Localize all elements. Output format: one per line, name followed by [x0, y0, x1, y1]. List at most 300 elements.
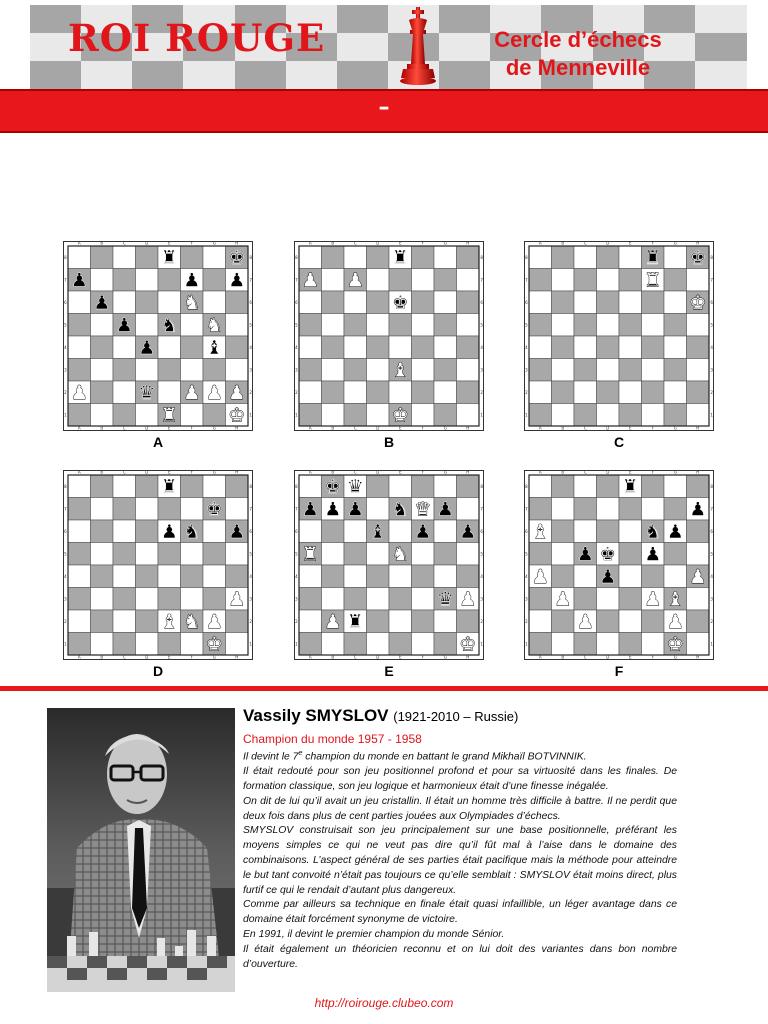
- board-square: [529, 588, 552, 611]
- board-square: [344, 520, 367, 543]
- board-square: [181, 565, 204, 588]
- board-square: [367, 336, 390, 359]
- rank-label: 5: [249, 322, 252, 328]
- file-label: A: [538, 470, 542, 475]
- file-label: H: [235, 425, 239, 431]
- board-square: [687, 314, 710, 337]
- file-label: D: [376, 654, 380, 660]
- board-square: [687, 269, 710, 292]
- board-square: [322, 381, 345, 404]
- board-square: [552, 314, 575, 337]
- black-pawn-icon: ♟: [414, 520, 432, 543]
- white-pawn-icon: ♟: [554, 588, 572, 611]
- file-label: A: [77, 425, 81, 431]
- board-square: [642, 291, 665, 314]
- file-label: G: [673, 425, 677, 431]
- board-square: [619, 543, 642, 566]
- board-square: [434, 543, 457, 566]
- board-square: [367, 404, 390, 427]
- rank-label: 8: [64, 483, 67, 489]
- board-square: [136, 475, 159, 498]
- board-square: [552, 475, 575, 498]
- file-label: E: [167, 470, 171, 475]
- rank-label: 6: [480, 299, 483, 305]
- board-square: [91, 269, 114, 292]
- board-square: [91, 565, 114, 588]
- board-square: [322, 565, 345, 588]
- board-square: [597, 498, 620, 521]
- board-square: [597, 520, 620, 543]
- black-pawn-icon: ♟: [93, 291, 111, 314]
- board-square: [367, 269, 390, 292]
- board-square: [367, 475, 390, 498]
- board-square: [552, 520, 575, 543]
- bio-heading: [243, 706, 677, 726]
- board-square: [457, 565, 480, 588]
- rank-label: 4: [249, 344, 252, 350]
- rank-label: 3: [295, 596, 298, 602]
- black-pawn-icon: ♟: [324, 498, 342, 521]
- file-label: E: [628, 425, 632, 431]
- board-square: [91, 633, 114, 656]
- board-square: [412, 269, 435, 292]
- board-square: [434, 633, 457, 656]
- black-rook-icon: ♜: [644, 246, 662, 269]
- file-label: C: [583, 470, 587, 475]
- rank-label: 8: [295, 483, 298, 489]
- rank-label: 6: [295, 299, 298, 305]
- board-square: [597, 314, 620, 337]
- board-square: [552, 633, 575, 656]
- chess-diagram-d: [63, 470, 253, 660]
- board-square: [203, 520, 226, 543]
- board-square: [136, 588, 159, 611]
- file-label: F: [651, 470, 654, 475]
- bio-paragraph: Comme par ailleurs sa technique en finale était quasi infaillible, un léger avantage dans ce domaine était forcément synonyme de victoire.: [243, 899, 677, 926]
- file-label: G: [673, 654, 677, 660]
- black-knight-icon: ♞: [183, 520, 201, 543]
- board-square: [642, 633, 665, 656]
- board-square: [344, 291, 367, 314]
- black-pawn-icon: ♟: [346, 498, 364, 521]
- white-queen-icon: ♛: [414, 498, 432, 521]
- board-square: [664, 314, 687, 337]
- board-square: [226, 498, 249, 521]
- board-square: [552, 359, 575, 382]
- board-square: [203, 246, 226, 269]
- board-square: [322, 633, 345, 656]
- white-pawn-icon: ♟: [576, 610, 594, 633]
- black-rook-icon: ♜: [621, 475, 639, 498]
- white-pawn-icon: ♟: [689, 565, 707, 588]
- bio-paragraph: Il devint le 7e champion du monde en battant le grand Mikhaïl BOTVINNIK.: [243, 750, 587, 763]
- rank-label: 1: [710, 641, 713, 647]
- board-square: [457, 543, 480, 566]
- banner-text: –: [378, 95, 390, 120]
- rank-label: 2: [64, 389, 67, 395]
- file-label: D: [606, 470, 610, 475]
- board-square: [344, 314, 367, 337]
- file-label: D: [145, 654, 149, 660]
- board-square: [529, 246, 552, 269]
- file-label: H: [235, 470, 239, 475]
- board-square: [68, 291, 91, 314]
- file-label: D: [376, 241, 380, 246]
- rank-label: 3: [710, 596, 713, 602]
- board-square: [181, 543, 204, 566]
- board-square: [597, 475, 620, 498]
- rank-label: 2: [480, 389, 483, 395]
- rank-label: 7: [64, 277, 67, 283]
- board-square: [203, 291, 226, 314]
- board-square: [367, 588, 390, 611]
- board-square: [299, 565, 322, 588]
- rank-label: 4: [525, 344, 528, 350]
- file-label: A: [538, 241, 542, 246]
- board-square: [412, 336, 435, 359]
- rank-label: 5: [295, 551, 298, 557]
- file-label: G: [212, 470, 216, 475]
- checker-square: [81, 61, 133, 89]
- board-square: [203, 565, 226, 588]
- board-square: [322, 520, 345, 543]
- file-label: B: [100, 470, 104, 475]
- chess-diagram-c: [524, 241, 714, 431]
- board-square: [574, 246, 597, 269]
- board-square: [552, 565, 575, 588]
- board-square: [457, 359, 480, 382]
- rank-label: 1: [64, 412, 67, 418]
- board-square: [412, 314, 435, 337]
- checker-square: [183, 61, 235, 89]
- bio-paragraph: Il était redouté pour son jeu positionnel profond et pour sa virtuosité dans les finales. De formation classique, son jeu logique et harmonieux était d’une finesse inégalée.: [243, 766, 677, 793]
- file-label: E: [398, 470, 402, 475]
- board-square: [529, 269, 552, 292]
- file-label: D: [145, 241, 149, 246]
- file-label: E: [628, 470, 632, 475]
- checker-square: [235, 61, 287, 89]
- board-square: [322, 336, 345, 359]
- file-label: C: [353, 654, 357, 660]
- bio-title: Champion du monde 1957 - 1958: [243, 732, 422, 746]
- board-square: [68, 520, 91, 543]
- board-square: [344, 381, 367, 404]
- file-label: C: [122, 425, 126, 431]
- rank-label: 8: [249, 254, 252, 260]
- file-label: C: [353, 241, 357, 246]
- board-square: [68, 336, 91, 359]
- board-square: [434, 404, 457, 427]
- board-square: [434, 381, 457, 404]
- board-square: [299, 633, 322, 656]
- board-square: [664, 336, 687, 359]
- file-label: E: [628, 654, 632, 660]
- board-square: [299, 520, 322, 543]
- bio-paragraph: SMYSLOV construisait son jeu principalement sur une base positionnelle, préférant les moyens simples ce qui ne veut pas dire qu’il fût mal à l’aise dans le domaine des combinaisons. L’aspect général de ses parties était pacifique mais la méthode pour atteindre le but tant convoité n’était pas toujours ce qu’elle semblait : SMYSLOV était moins direct, plus furtif ce qui le rendait d’autant plus dangereux.: [243, 825, 677, 896]
- board-square: [367, 359, 390, 382]
- board-square: [344, 543, 367, 566]
- black-rook-icon: ♜: [391, 246, 409, 269]
- board-square: [68, 633, 91, 656]
- rank-label: 6: [525, 528, 528, 534]
- rank-label: 7: [710, 506, 713, 512]
- black-pawn-icon: ♟: [599, 565, 617, 588]
- board-square: [664, 381, 687, 404]
- board-square: [158, 291, 181, 314]
- board-square: [181, 336, 204, 359]
- rank-label: 6: [64, 299, 67, 305]
- file-label: D: [145, 470, 149, 475]
- board-square: [412, 404, 435, 427]
- white-knight-icon: ♞: [205, 314, 223, 337]
- board-square: [664, 475, 687, 498]
- board-square: [687, 520, 710, 543]
- board-square: [642, 381, 665, 404]
- board-square: [322, 246, 345, 269]
- board-square: [687, 610, 710, 633]
- file-label: F: [651, 425, 654, 431]
- board-square: [457, 381, 480, 404]
- white-pawn-icon: ♟: [205, 610, 223, 633]
- rank-label: 1: [249, 412, 252, 418]
- board-square: [389, 475, 412, 498]
- bio-text: [243, 747, 677, 972]
- rank-label: 6: [525, 299, 528, 305]
- board-square: [457, 475, 480, 498]
- board-square: [457, 246, 480, 269]
- rank-label: 6: [480, 528, 483, 534]
- board-square: [91, 543, 114, 566]
- board-square: [619, 381, 642, 404]
- board-square: [574, 475, 597, 498]
- board-square: [136, 565, 159, 588]
- board-square: [68, 475, 91, 498]
- board-square: [619, 291, 642, 314]
- board-square: [664, 291, 687, 314]
- board-square: [158, 359, 181, 382]
- white-pawn-icon: ♟: [301, 269, 319, 292]
- rank-label: 6: [249, 299, 252, 305]
- rank-label: 5: [64, 551, 67, 557]
- rank-label: 3: [710, 367, 713, 373]
- rank-label: 8: [249, 483, 252, 489]
- board-square: [113, 610, 136, 633]
- board-square: [434, 291, 457, 314]
- board-square: [91, 588, 114, 611]
- board-square: [91, 246, 114, 269]
- rank-label: 1: [710, 412, 713, 418]
- rank-label: 7: [249, 277, 252, 283]
- rank-label: 8: [480, 254, 483, 260]
- white-pawn-icon: ♟: [666, 610, 684, 633]
- portrait-photo: [47, 708, 235, 992]
- board-square: [389, 565, 412, 588]
- black-queen-icon: ♛: [138, 381, 156, 404]
- board-square: [434, 359, 457, 382]
- board-square: [434, 565, 457, 588]
- rank-label: 6: [249, 528, 252, 534]
- board-square: [181, 404, 204, 427]
- board-square: [412, 565, 435, 588]
- rank-label: 6: [295, 528, 298, 534]
- board-square: [642, 359, 665, 382]
- file-label: E: [167, 654, 171, 660]
- file-label: F: [421, 470, 424, 475]
- board-square: [619, 336, 642, 359]
- black-king-icon: ♚: [324, 475, 342, 498]
- rank-label: 4: [295, 344, 298, 350]
- board-square: [136, 633, 159, 656]
- white-bishop-icon: ♝: [666, 588, 684, 611]
- board-square: [574, 336, 597, 359]
- rank-label: 2: [525, 389, 528, 395]
- rank-label: 1: [525, 641, 528, 647]
- white-pawn-icon: ♟: [644, 588, 662, 611]
- board-square: [597, 269, 620, 292]
- rank-label: 1: [249, 641, 252, 647]
- black-rook-icon: ♜: [160, 246, 178, 269]
- black-king-icon: ♚: [228, 246, 246, 269]
- board-square: [664, 404, 687, 427]
- rank-label: 7: [249, 506, 252, 512]
- rank-label: 3: [525, 596, 528, 602]
- rank-label: 4: [525, 573, 528, 579]
- chess-diagram-f: [524, 470, 714, 660]
- file-label: C: [122, 654, 126, 660]
- rank-label: 2: [249, 389, 252, 395]
- file-label: A: [308, 425, 312, 431]
- board-square: [367, 565, 390, 588]
- board-square: [322, 543, 345, 566]
- board-square: [642, 404, 665, 427]
- chess-diagram-a: [63, 241, 253, 431]
- file-label: B: [331, 654, 335, 660]
- board-square: [113, 246, 136, 269]
- checker-square: [132, 61, 184, 89]
- footer-url[interactable]: http://roirouge.clubeo.com: [314, 996, 454, 1010]
- board-square: [552, 381, 575, 404]
- player-name: Vassily SMYSLOV: [243, 706, 389, 725]
- board-square: [574, 381, 597, 404]
- black-rook-icon: ♜: [160, 475, 178, 498]
- board-square: [529, 633, 552, 656]
- board-square: [687, 381, 710, 404]
- board-square: [367, 246, 390, 269]
- rank-label: 8: [710, 483, 713, 489]
- file-label: G: [673, 470, 677, 475]
- board-square: [389, 588, 412, 611]
- board-square: [529, 314, 552, 337]
- board-square: [574, 291, 597, 314]
- file-label: C: [122, 470, 126, 475]
- white-pawn-icon: ♟: [228, 381, 246, 404]
- rank-label: 4: [710, 344, 713, 350]
- board-square: [389, 520, 412, 543]
- board-square: [226, 291, 249, 314]
- board-square: [181, 498, 204, 521]
- black-king-icon: ♚: [689, 246, 707, 269]
- board-square: [434, 475, 457, 498]
- board-square: [529, 291, 552, 314]
- file-label: G: [443, 654, 447, 660]
- rank-label: 5: [249, 551, 252, 557]
- board-square: [412, 475, 435, 498]
- rank-label: 2: [295, 389, 298, 395]
- board-square: [412, 381, 435, 404]
- board-square: [113, 269, 136, 292]
- board-square: [203, 543, 226, 566]
- rank-label: 7: [525, 506, 528, 512]
- rank-label: 2: [710, 389, 713, 395]
- board-square: [457, 498, 480, 521]
- biography: [243, 706, 677, 972]
- board-square: [113, 475, 136, 498]
- board-square: [136, 520, 159, 543]
- board-square: [299, 336, 322, 359]
- board-square: [68, 314, 91, 337]
- board-square: [687, 359, 710, 382]
- black-pawn-icon: ♟: [160, 520, 178, 543]
- black-queen-icon: ♛: [346, 475, 364, 498]
- chess-diagram-b: [294, 241, 484, 431]
- rank-label: 2: [525, 618, 528, 624]
- board-square: [619, 565, 642, 588]
- board-square: [113, 381, 136, 404]
- board-square: [322, 404, 345, 427]
- rank-label: 8: [480, 483, 483, 489]
- board-square: [389, 633, 412, 656]
- file-label: C: [583, 654, 587, 660]
- rank-label: 6: [710, 299, 713, 305]
- board-square: [574, 359, 597, 382]
- rank-label: 1: [295, 641, 298, 647]
- white-pawn-icon: ♟: [70, 381, 88, 404]
- rank-label: 2: [295, 618, 298, 624]
- white-bishop-icon: ♝: [160, 610, 178, 633]
- file-label: A: [538, 654, 542, 660]
- white-king-icon: ♚: [689, 291, 707, 314]
- board-square: [529, 610, 552, 633]
- file-label: H: [696, 654, 700, 660]
- file-label: A: [77, 470, 81, 475]
- board-square: [91, 520, 114, 543]
- board-square: [68, 588, 91, 611]
- black-pawn-icon: ♟: [459, 520, 477, 543]
- file-label: G: [673, 241, 677, 246]
- file-label: H: [235, 654, 239, 660]
- black-pawn-icon: ♟: [138, 336, 156, 359]
- rank-label: 5: [525, 551, 528, 557]
- board-square: [619, 404, 642, 427]
- rank-label: 2: [710, 618, 713, 624]
- black-knight-icon: ♞: [391, 498, 409, 521]
- board-square: [113, 520, 136, 543]
- black-king-icon: ♚: [205, 498, 223, 521]
- black-pawn-icon: ♟: [70, 269, 88, 292]
- diagram-label: F: [614, 663, 624, 679]
- board-square: [597, 610, 620, 633]
- rank-label: 2: [480, 618, 483, 624]
- file-label: F: [421, 241, 424, 246]
- board-square: [136, 359, 159, 382]
- board-square: [642, 565, 665, 588]
- file-label: F: [421, 425, 424, 431]
- board-square: [664, 543, 687, 566]
- white-pawn-icon: ♟: [346, 269, 364, 292]
- black-pawn-icon: ♟: [301, 498, 319, 521]
- player-lifespan: (1921-2010 – Russie): [393, 709, 519, 724]
- board-square: [367, 314, 390, 337]
